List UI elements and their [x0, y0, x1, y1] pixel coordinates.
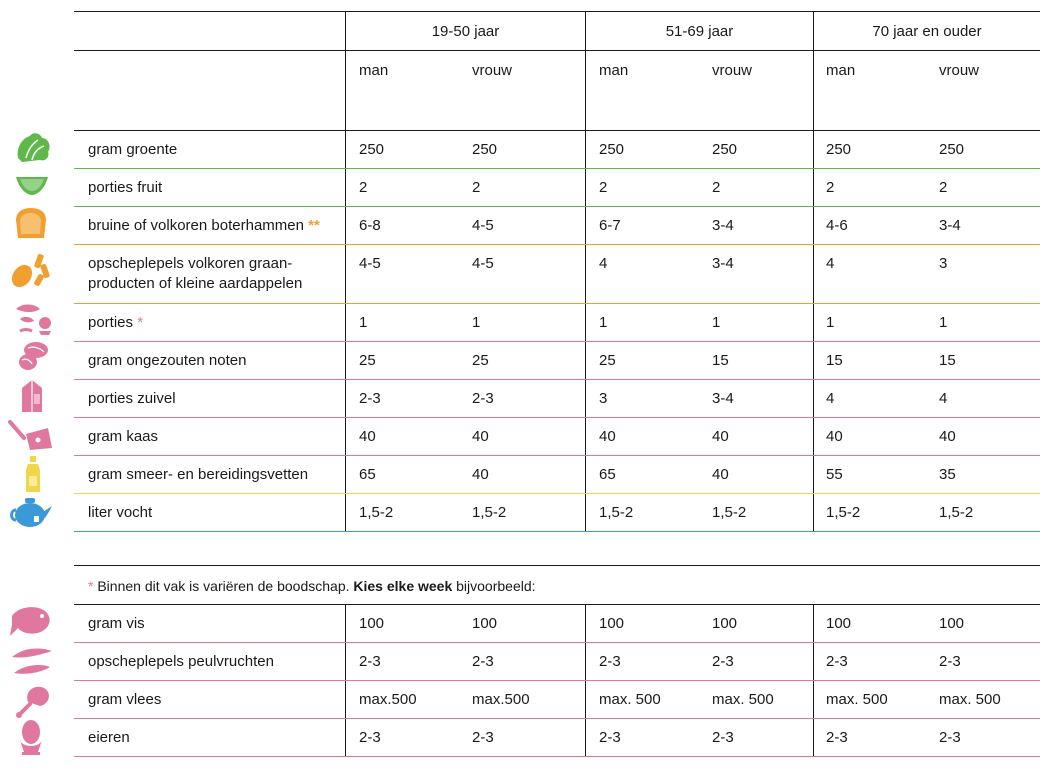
value-cell: 3-4 [712, 217, 734, 234]
nuts-icon [16, 340, 50, 372]
value-cell: 40 [472, 428, 489, 445]
row-label [88, 313, 143, 333]
value-cell: 6-7 [599, 217, 621, 234]
table-row [74, 605, 1040, 643]
group-header-51-69: 51-69 jaar [665, 23, 734, 40]
value-cell: 100 [826, 615, 852, 632]
value-cell: 250 [826, 141, 852, 158]
value-cell: 2-3 [359, 729, 381, 746]
value-cell: 40 [939, 428, 956, 445]
value-cell: 25 [359, 352, 376, 369]
value-cell: 1 [826, 314, 835, 331]
value-cell: 40 [472, 466, 489, 483]
value-cell: 2-3 [472, 390, 494, 407]
note-text-before: Binnen dit vak is variëren de boodschap. [93, 578, 354, 594]
value-cell: 100 [599, 615, 625, 632]
row-label-text: bruine of volkoren boterhammen [88, 217, 304, 234]
oil-bottle-icon [24, 456, 42, 494]
lettuce-icon [14, 130, 54, 164]
note-text [88, 576, 536, 596]
value-cell: 250 [472, 141, 498, 158]
table-row [74, 169, 1040, 207]
value-cell: 4 [826, 390, 835, 407]
melon-icon [14, 173, 50, 197]
value-cell: 40 [712, 428, 729, 445]
gender-vrouw: vrouw [472, 62, 513, 79]
value-cell: 250 [712, 141, 738, 158]
gender-man: man [599, 62, 629, 79]
table-row [74, 245, 1040, 304]
value-cell: 2-3 [599, 729, 621, 746]
gender-vrouw: vrouw [939, 62, 980, 79]
row-label: gram vis [88, 615, 145, 632]
value-cell: 2 [939, 179, 948, 196]
row-label: gram smeer- en bereidingsvetten [88, 466, 309, 483]
footnote-marker: ** [308, 217, 320, 234]
value-cell: 1,5-2 [599, 504, 634, 521]
potato-pasta-icon [10, 250, 52, 292]
value-cell: max. 500 [939, 691, 1001, 708]
value-cell: 4 [939, 390, 948, 407]
row-label-text: porties [88, 314, 134, 331]
header-row-gender [74, 51, 1040, 131]
value-cell: 15 [939, 352, 956, 369]
value-cell: max. 500 [599, 691, 661, 708]
value-cell: 2-3 [712, 729, 734, 746]
value-cell: 3-4 [712, 390, 734, 407]
protein-group-icon [14, 301, 54, 335]
value-cell: 15 [826, 352, 843, 369]
value-cell: 2-3 [472, 729, 494, 746]
group-header-70-plus: 70 jaar en ouder [872, 23, 982, 40]
value-cell: 1 [712, 314, 721, 331]
value-cell: 1,5-2 [712, 504, 747, 521]
value-cell: 6-8 [359, 217, 381, 234]
value-cell: 1 [359, 314, 368, 331]
value-cell: 100 [712, 615, 738, 632]
value-cell: 1 [472, 314, 481, 331]
fish-icon [8, 604, 54, 640]
value-cell: 2 [712, 179, 721, 196]
table-row [74, 380, 1040, 418]
table-row [74, 719, 1040, 757]
value-cell: 1,5-2 [359, 504, 394, 521]
table-row [74, 131, 1040, 169]
value-cell: 15 [712, 352, 729, 369]
group-header-19-50: 19-50 jaar [431, 23, 500, 40]
value-cell: 2 [472, 179, 481, 196]
row-label: gram kaas [88, 428, 159, 445]
table-row [74, 456, 1040, 494]
table-row [74, 207, 1040, 245]
value-cell: 2-3 [939, 653, 961, 670]
gender-vrouw: vrouw [712, 62, 753, 79]
row-label: liter vocht [88, 504, 153, 521]
value-cell: max.500 [359, 691, 417, 708]
value-cell: 2-3 [359, 653, 381, 670]
main-table [74, 11, 1040, 532]
value-cell: 1 [939, 314, 948, 331]
value-cell: 4-5 [359, 255, 381, 272]
gender-man: man [826, 62, 856, 79]
cheese-icon [8, 420, 54, 452]
value-cell: 2-3 [599, 653, 621, 670]
table-row [74, 643, 1040, 681]
row-label-line: producten of kleine aardappelen [88, 275, 303, 292]
header-row-groups [74, 11, 1040, 51]
value-cell: 2 [359, 179, 368, 196]
value-cell: 40 [359, 428, 376, 445]
value-cell: 3 [599, 390, 608, 407]
gender-man: man [359, 62, 389, 79]
row-label: eieren [88, 729, 130, 746]
table-row [74, 342, 1040, 380]
value-cell: 2-3 [826, 729, 848, 746]
row-label: gram ongezouten noten [88, 352, 247, 369]
value-cell: 40 [599, 428, 616, 445]
value-cell: 2-3 [826, 653, 848, 670]
value-cell: 3-4 [939, 217, 961, 234]
value-cell: 2-3 [939, 729, 961, 746]
note-text-bold: Kies elke week [353, 578, 453, 594]
row-label: porties fruit [88, 179, 163, 196]
value-cell: max. 500 [826, 691, 888, 708]
egg-icon [16, 718, 46, 756]
value-cell: 25 [599, 352, 616, 369]
row-label: gram groente [88, 141, 178, 158]
table-row [74, 681, 1040, 719]
row-label [88, 216, 320, 236]
value-cell: 40 [712, 466, 729, 483]
value-cell: 1,5-2 [939, 504, 974, 521]
legumes-icon [10, 645, 54, 677]
note-row [74, 565, 1040, 605]
value-cell: 65 [359, 466, 376, 483]
bread-icon [12, 206, 48, 240]
row-label: gram vlees [88, 691, 162, 708]
value-cell: 4 [826, 255, 835, 272]
value-cell: 55 [826, 466, 843, 483]
value-cell: 2 [599, 179, 608, 196]
value-cell: 100 [359, 615, 385, 632]
table-row [74, 304, 1040, 342]
row-label-line: opscheplepels volkoren graan- [88, 255, 293, 272]
table-row [74, 494, 1040, 532]
value-cell: 2-3 [472, 653, 494, 670]
row-label [88, 254, 302, 294]
value-cell: 100 [472, 615, 498, 632]
note-text-after: bijvoorbeeld: [452, 578, 536, 594]
value-cell: max. 500 [712, 691, 774, 708]
value-cell: 65 [599, 466, 616, 483]
value-cell: 100 [939, 615, 965, 632]
value-cell: 4-5 [472, 217, 494, 234]
footnote-marker: * [137, 314, 144, 331]
value-cell: 4 [599, 255, 608, 272]
value-cell: 4-5 [472, 255, 494, 272]
value-cell: 250 [939, 141, 965, 158]
value-cell: 2 [826, 179, 835, 196]
row-label: opscheplepels peulvruchten [88, 653, 274, 670]
value-cell: 3-4 [712, 255, 734, 272]
value-cell: 1 [599, 314, 608, 331]
value-cell: 2-3 [359, 390, 381, 407]
teapot-icon [10, 496, 54, 528]
row-label: porties zuivel [88, 390, 176, 407]
value-cell: 35 [939, 466, 956, 483]
drumstick-icon [14, 682, 54, 718]
value-cell: 250 [599, 141, 625, 158]
value-cell: 2-3 [712, 653, 734, 670]
value-cell: 1,5-2 [472, 504, 507, 521]
table-row [74, 418, 1040, 456]
footnote-marker: * [88, 578, 94, 594]
milk-carton-icon [18, 378, 46, 414]
variation-table [74, 565, 1040, 757]
value-cell: 3 [939, 255, 948, 272]
value-cell: max.500 [472, 691, 530, 708]
value-cell: 250 [359, 141, 385, 158]
value-cell: 25 [472, 352, 489, 369]
value-cell: 4-6 [826, 217, 848, 234]
value-cell: 40 [826, 428, 843, 445]
value-cell: 1,5-2 [826, 504, 861, 521]
